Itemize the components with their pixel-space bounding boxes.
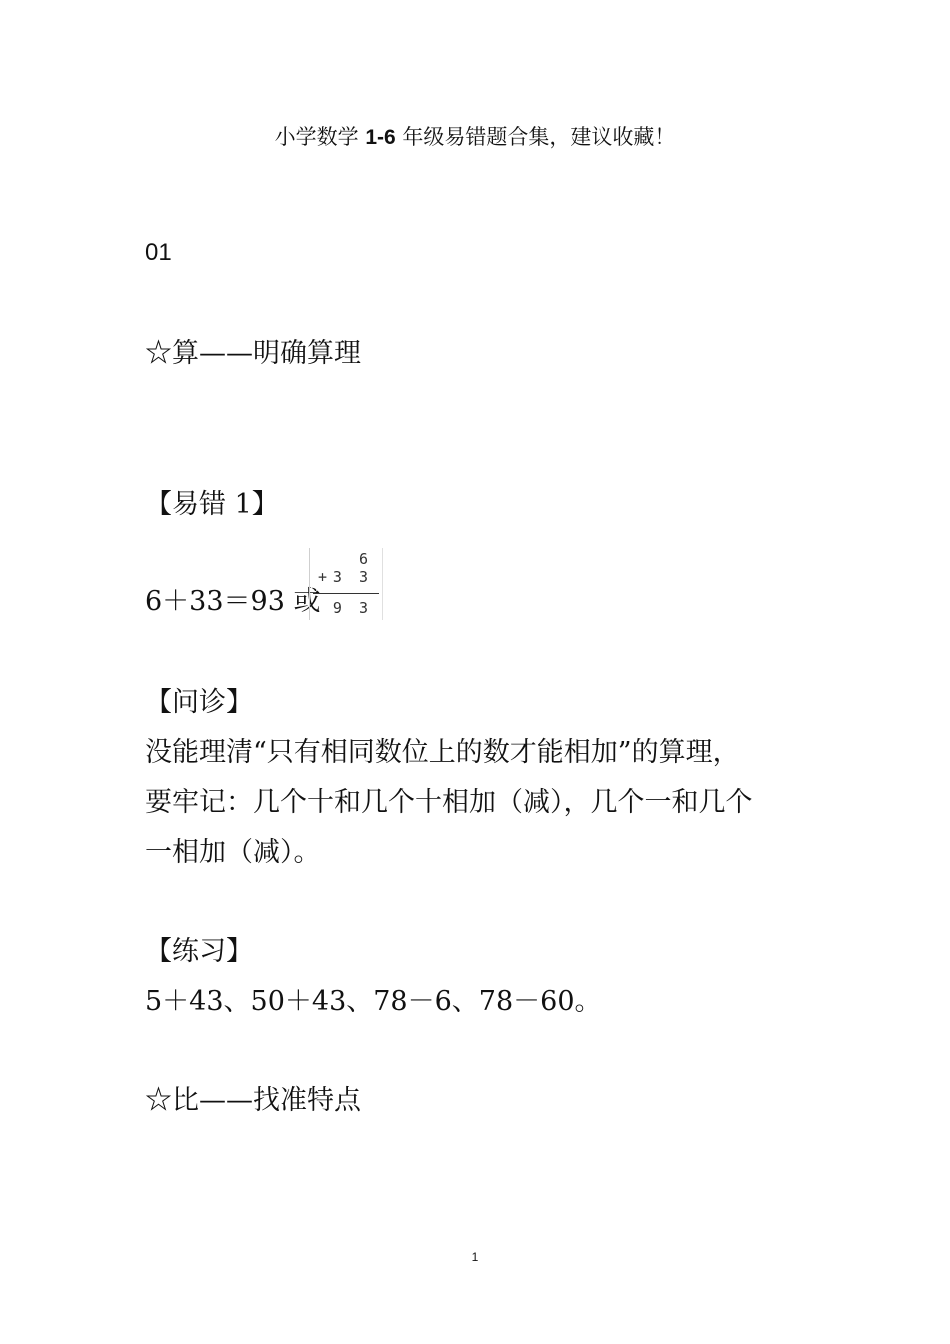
error-equation: 6＋33＝93 或 bbox=[145, 586, 321, 617]
vertical-addend: 3 3 bbox=[332, 568, 372, 586]
diagnosis-line-3: 一相加（减）。 bbox=[145, 837, 321, 868]
diagnosis-line-2: 要牢记：几个十和几个十相加（减），几个一和几个 bbox=[145, 787, 753, 818]
document-title bbox=[0, 121, 950, 151]
section-heading-calculation: ☆算——明确算理 bbox=[145, 338, 361, 369]
vertical-sum-line bbox=[313, 593, 379, 594]
diagnosis-label: 【问诊】 bbox=[145, 687, 253, 718]
vertical-plus-sign: + bbox=[318, 568, 328, 586]
vertical-calculation-figure bbox=[309, 548, 383, 620]
section-number: 01 bbox=[145, 239, 172, 266]
error-label: 【易错 1】 bbox=[145, 489, 279, 520]
page-number: 1 bbox=[471, 1250, 479, 1264]
title-suffix: 年级易错题合集，建议收藏！ bbox=[402, 125, 676, 149]
diagnosis-line-1: 没能理清“只有相同数位上的数才能相加”的算理， bbox=[145, 737, 740, 768]
vertical-top-number: 6 bbox=[358, 550, 372, 568]
vertical-result: 9 3 bbox=[332, 599, 372, 617]
practice-label: 【练习】 bbox=[145, 936, 253, 967]
practice-text: 5＋43、50＋43、78－6、78－60。 bbox=[145, 986, 602, 1017]
title-prefix: 小学数学 bbox=[274, 125, 359, 149]
section-heading-comparison: ☆比——找准特点 bbox=[145, 1085, 361, 1116]
title-grade-range: 1-6 bbox=[365, 126, 396, 149]
